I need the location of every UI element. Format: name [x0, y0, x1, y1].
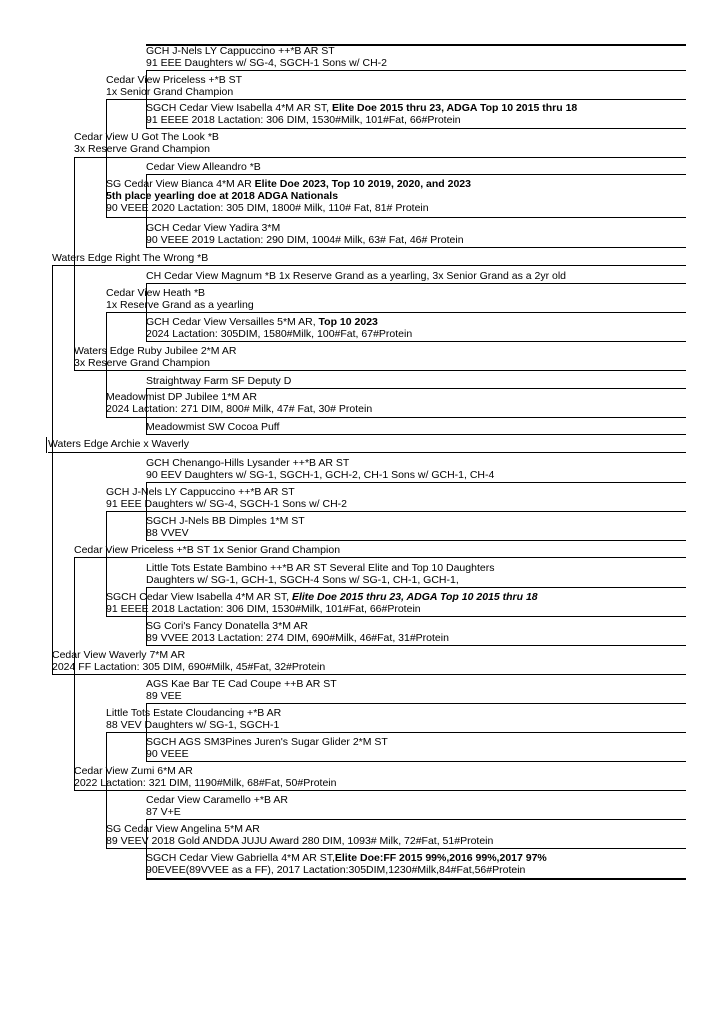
- ancestor-name: Straightway Farm SF Deputy D: [146, 375, 292, 387]
- ancestor-dam-sire-dam-sire: [146, 562, 494, 586]
- bracket-line: [146, 703, 147, 761]
- connector-line: [146, 174, 686, 175]
- bracket-line: [74, 157, 75, 370]
- bracket-line: [46, 437, 47, 453]
- ancestor-dam-dam-dam-sire: [146, 794, 288, 818]
- ancestor-dam-sire-sire: [106, 486, 347, 510]
- ancestor-details: Daughters w/ SG-1, GCH-1, SGCH-4 Sons w/ SG-1, CH-1, GCH-1,: [146, 574, 459, 586]
- ancestor-sire-sire-dam-sire: [146, 161, 261, 173]
- ancestor-sire-dam: [74, 345, 236, 369]
- ancestor-award: 5th place yearling doe at 2018 ADGA Nationals: [106, 190, 339, 202]
- ancestor-details: 1x Senior Grand Champion: [106, 86, 234, 98]
- ancestor-details: 90EVEE(89VVEE as a FF), 2017 Lactation:305DIM,1230#Milk,84#Fat,56#Protein: [146, 864, 526, 876]
- connector-line: [106, 732, 686, 733]
- connector-line: [146, 247, 686, 248]
- ancestor-name: Cedar View Alleandro *B: [146, 161, 261, 173]
- connector-line: [52, 265, 686, 266]
- ancestor-dam-dam-sire-dam: [146, 736, 388, 760]
- ancestor-name: SG Cedar View Bianca 4*M AR Elite Doe 2023, Top 10 2019, 2020, and 2023: [106, 178, 471, 190]
- ancestor-name: Cedar View Caramello +*B AR: [146, 794, 288, 806]
- connector-line: [106, 511, 686, 512]
- ancestor-sire-dam-sire-sire: [146, 270, 566, 282]
- ancestor-name: SG Cedar View Angelina 5*M AR: [106, 823, 260, 835]
- ancestor-name: Meadowmist DP Jubilee 1*M AR: [106, 391, 257, 403]
- bracket-line: [52, 265, 53, 674]
- ancestor-name: CH Cedar View Magnum *B 1x Reserve Grand as a yearling, 3x Senior Grand as a 2yr old: [146, 270, 567, 282]
- ancestor-dam-sire-dam: [106, 591, 538, 615]
- ancestor-dam-dam: [74, 765, 336, 789]
- connector-line: [146, 434, 686, 435]
- connector-line: [146, 703, 686, 704]
- connector-line: [106, 417, 686, 418]
- ancestor-details: 3x Reserve Grand Champion: [74, 143, 210, 155]
- ancestor-name: Cedar View U Got The Look *B: [74, 131, 219, 143]
- ancestor-name: Cedar View Priceless +*B ST: [106, 74, 243, 86]
- ancestor-details: 90 VEEE: [146, 748, 189, 760]
- bracket-line: [106, 99, 107, 217]
- connector-line: [146, 388, 686, 389]
- connector-line: [146, 540, 686, 541]
- bracket-line: [106, 511, 107, 616]
- ancestor-details: 2022 Lactation: 321 DIM, 1190#Milk, 68#Fat, 50#Protein: [74, 777, 337, 789]
- connector-line: [106, 99, 686, 100]
- ancestor-name: GCH J-Nels LY Cappuccino ++*B AR ST: [146, 45, 335, 57]
- bracket-line: [146, 174, 147, 247]
- ancestor-details: 90 VEEE 2020 Lactation: 305 DIM, 1800# Milk, 110# Fat, 81# Protein: [106, 202, 429, 214]
- bracket-line: [146, 587, 147, 645]
- connector-line: [74, 557, 686, 558]
- ancestor-name: Meadowmist SW Cocoa Puff: [146, 421, 280, 433]
- ancestor-details: 2024 FF Lactation: 305 DIM, 690#Milk, 45#Fat, 32#Protein: [52, 661, 326, 673]
- ancestor-name: Waters Edge Ruby Jubilee 2*M AR: [74, 345, 237, 357]
- ancestor-sire-sire-dam-dam: [146, 222, 464, 246]
- ancestor-details: 3x Reserve Grand Champion: [74, 357, 210, 369]
- ancestor-dam-sire: [74, 544, 340, 556]
- ancestor-details: 91 EEEE 2018 Lactation: 306 DIM, 1530#Milk, 101#Fat, 66#Protein: [146, 114, 461, 126]
- connector-line: [146, 283, 686, 284]
- ancestor-name: GCH Cedar View Yadira 3*M: [146, 222, 281, 234]
- bracket-line: [106, 732, 107, 848]
- ancestor-name: SGCH Cedar View Isabella 4*M AR ST, Elite Doe 2015 thru 23, ADGA Top 10 2015 thru 18: [146, 102, 578, 114]
- ancestor-name: Little Tots Estate Cloudancing +*B AR: [106, 707, 282, 719]
- connector-line: [146, 44, 686, 46]
- ancestor-details: 90 VEEE 2019 Lactation: 290 DIM, 1004# Milk, 63# Fat, 46# Protein: [146, 234, 464, 246]
- ancestor-sire-sire-sire-dam: [146, 102, 577, 126]
- connector-line: [146, 645, 686, 646]
- ancestor-sire-dam-dam-sire: [146, 375, 291, 387]
- ancestor-sire: [52, 252, 208, 264]
- connector-line: [146, 70, 686, 71]
- connector-line: [146, 341, 686, 342]
- ancestor-details: 87 V+E: [146, 806, 181, 818]
- ancestor-sire-sire-dam: [106, 178, 471, 214]
- ancestor-name: AGS Kae Bar TE Cad Coupe ++B AR ST: [146, 678, 337, 690]
- bracket-line: [146, 388, 147, 434]
- connector-line: [106, 848, 686, 849]
- ancestor-details: 89 VVEE 2013 Lactation: 274 DIM, 690#Milk, 46#Fat, 31#Protein: [146, 632, 449, 644]
- ancestor-name: GCH J-Nels LY Cappuccino ++*B AR ST: [106, 486, 295, 498]
- bracket-line: [106, 312, 107, 417]
- connector-line: [146, 587, 686, 588]
- connector-line: [146, 819, 686, 820]
- ancestor-dam-dam-sire-sire: [146, 678, 337, 702]
- ancestor-dam-sire-dam-dam: [146, 620, 449, 644]
- connector-line: [106, 312, 686, 313]
- bracket-line: [146, 283, 147, 341]
- ancestor-name: SGCH AGS SM3Pines Juren's Sugar Glider 2*M ST: [146, 736, 388, 748]
- ancestor-name: SGCH Cedar View Gabriella 4*M AR ST,Elite Doe:FF 2015 99%,2016 99%,2017 97%: [146, 852, 547, 864]
- connector-line: [74, 370, 686, 371]
- ancestor-sire-dam-sire: [106, 287, 254, 311]
- ancestor-details: 2024 Lactation: 305DIM, 1580#Milk, 100#Fat, 67#Protein: [146, 328, 413, 340]
- connector-line: [146, 482, 686, 483]
- connector-line: [146, 128, 686, 129]
- ancestor-sire-sire-sire-sire: [146, 45, 387, 69]
- ancestor-sire-sire: [74, 131, 219, 155]
- connector-line: [74, 790, 686, 791]
- ancestor-name: SG Cori's Fancy Donatella 3*M AR: [146, 620, 308, 632]
- ancestor-details: 89 VEEV 2018 Gold ANDDA JUJU Award 280 DIM, 1093# Milk, 72#Fat, 51#Protein: [106, 835, 494, 847]
- bracket-line: [74, 557, 75, 790]
- ancestor-name: Cedar View Priceless +*B ST 1x Senior Grand Champion: [74, 544, 341, 556]
- connector-line: [146, 878, 686, 880]
- ancestor-name: SGCH J-Nels BB Dimples 1*M ST: [146, 515, 305, 527]
- connector-line: [74, 157, 686, 158]
- ancestor-sire-dam-sire-dam: [146, 316, 412, 340]
- ancestor-name: Cedar View Heath *B: [106, 287, 206, 299]
- bracket-line: [146, 482, 147, 540]
- ancestor-dam-dam-dam: [106, 823, 493, 847]
- ancestor-dam-dam-sire: [106, 707, 281, 731]
- bracket-line: [146, 70, 147, 128]
- ancestor-details: 2024 Lactation: 271 DIM, 800# Milk, 47# Fat, 30# Protein: [106, 403, 373, 415]
- bracket-line: [146, 819, 147, 878]
- ancestor-sire-sire-sire: [106, 74, 242, 98]
- subject-animal-name: Waters Edge Archie x Waverly: [48, 438, 190, 450]
- ancestor-name: SGCH Cedar View Isabella 4*M AR ST, Elite Doe 2015 thru 23, ADGA Top 10 2015 thru 18: [106, 591, 538, 603]
- ancestor-details: 91 EEE Daughters w/ SG-4, SGCH-1 Sons w/ CH-2: [146, 57, 388, 69]
- ancestor-name: Cedar View Waverly 7*M AR: [52, 649, 186, 661]
- connector-line: [146, 761, 686, 762]
- ancestor-sire-dam-dam-dam: [146, 421, 279, 433]
- ancestor-dam: [52, 649, 325, 673]
- ancestor-name: Cedar View Zumi 6*M AR: [74, 765, 193, 777]
- ancestor-details: 89 VEE: [146, 690, 182, 702]
- connector-line: [48, 452, 686, 453]
- ancestor-name: GCH Chenango-Hills Lysander ++*B AR ST: [146, 457, 350, 469]
- connector-line: [106, 217, 686, 218]
- ancestor-dam-sire-sire-sire: [146, 457, 494, 481]
- ancestor-details: 88 VVEV: [146, 527, 189, 539]
- ancestor-details: 91 EEE Daughters w/ SG-4, SGCH-1 Sons w/ CH-2: [106, 498, 348, 510]
- ancestor-dam-dam-dam-dam: [146, 852, 547, 876]
- ancestor-name: GCH Cedar View Versailles 5*M AR, Top 10 2023: [146, 316, 378, 328]
- ancestor-details: 91 EEEE 2018 Lactation: 306 DIM, 1530#Milk, 101#Fat, 66#Protein: [106, 603, 421, 615]
- ancestor-details: 90 EEV Daughters w/ SG-1, SGCH-1, GCH-2, CH-1 Sons w/ GCH-1, CH-4: [146, 469, 495, 481]
- ancestor-name: Little Tots Estate Bambino ++*B AR ST Several Elite and Top 10 Daughters: [146, 562, 495, 574]
- ancestor-details: 1x Reserve Grand as a yearling: [106, 299, 254, 311]
- ancestor-details: 88 VEV Daughters w/ SG-1, SGCH-1: [106, 719, 280, 731]
- connector-line: [106, 616, 686, 617]
- ancestor-dam-sire-sire-dam: [146, 515, 305, 539]
- connector-line: [52, 674, 686, 675]
- ancestor-name: Waters Edge Right The Wrong *B: [52, 252, 209, 264]
